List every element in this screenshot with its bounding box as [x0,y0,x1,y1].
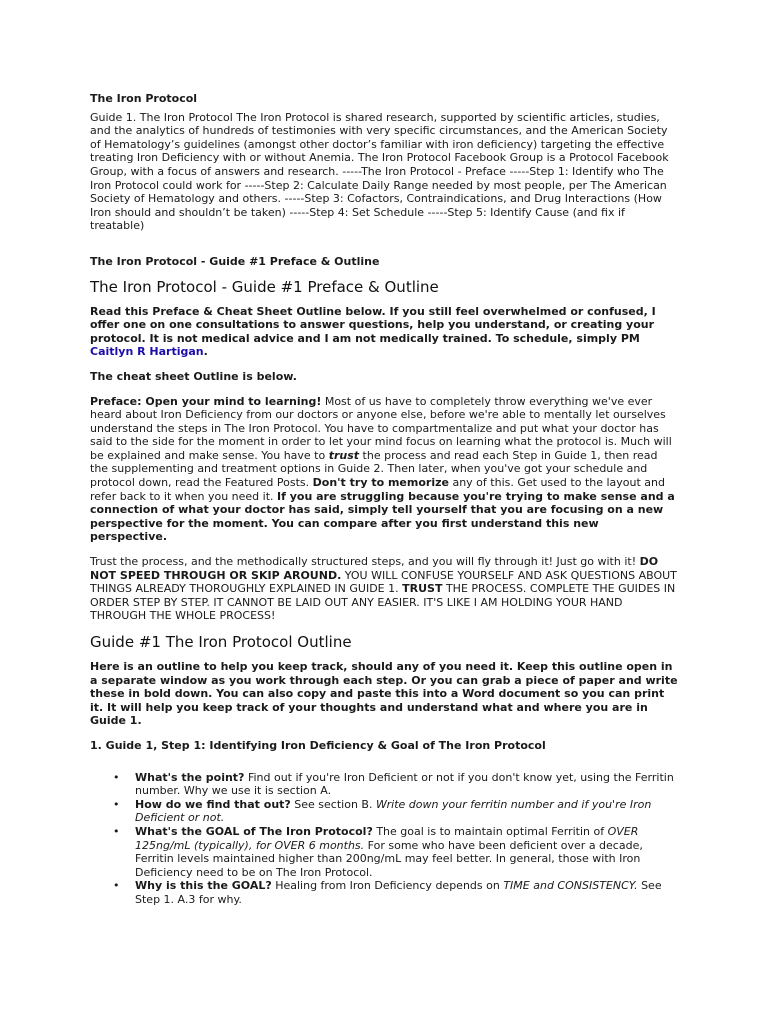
trust-text-3: THE PROCESS. COMPLETE THE GUIDES IN ORDER STEP BY STEP. IT CANNOT BE LAID OUT ANY EASIER. IT'S LIKE I AM HOLDING YOUR HAND THROUGH THE WHOLE PROCESS! [90,582,676,623]
preface-bold-3: If you are struggling because you're trying to make sense and a connection of what your doctor has said, simply tell yourself that you are focusing on a new perspective for the moment. You can compare after you first understand this new perspective. [90,489,675,544]
read-this-paragraph [90,305,678,359]
bullet-answer: The goal is to maintain optimal Ferritin of [372,824,608,838]
bullet-answer-2: See Step 1. A.3 for why. [135,879,662,906]
section-heading: The Iron Protocol - Guide #1 Preface & Outline [90,277,439,296]
preface-bold-2: Don't try to memorize [312,476,449,490]
trust-text-1: Trust the process, and the methodically structured steps, and you will fly through it! Just go with it! [90,555,640,569]
outline-bullet-list [90,771,678,907]
preface-text-3: any of this. Get used to the layout and refer back to it when you need it. [90,476,665,503]
list-item [90,825,678,879]
trust-paragraph [90,555,678,623]
bullet-glyph: • [113,797,120,811]
bullet-glyph: • [113,879,120,893]
read-this-period: . [203,345,208,359]
trust-bold-2: TRUST [402,582,443,596]
contact-link[interactable]: Caitlyn R Hartigan [90,345,204,359]
trust-bold-1: DO NOT SPEED THROUGH OR SKIP AROUND. [90,555,659,582]
bullet-glyph: • [113,824,120,838]
preface-text-2: the process and read each Step in Guide 1, then read the supplementing and treatment options in Guide 2. Then later, when you've got your schedule and protocol down, read the Featured Posts. [90,448,658,490]
cheat-sheet-line: The cheat sheet Outline is below. [90,369,297,383]
document-page [90,92,678,907]
preface-trust: trust [328,448,360,462]
doc-title: The Iron Protocol [90,92,198,105]
trust-text-2: YOU WILL CONFUSE YOURSELF AND ASK QUESTIONS ABOUT THINGS ALREADY THOROUGHLY EXPLAINED IN GUIDE 1. [90,568,677,596]
section-label: The Iron Protocol - Guide #1 Preface & Outline [90,254,380,268]
bullet-answer-italic: OVER 125ng/mL (typically), for OVER 6 months. [135,824,639,852]
list-item [90,771,678,798]
bullet-answer: See section B. [290,797,376,811]
bullet-answer-italic: TIME and CONSISTENCY. [503,879,638,893]
bullet-question: What's the point? [135,770,245,784]
bullet-answer: Find out if you're Iron Deficient or not if you don't know yet, using the Ferritin number. Why we use it is section A. [135,770,674,798]
read-this-text: Read this Preface & Cheat Sheet Outline below. If you still feel overwhelmed or confused, I offer one on one consultations to answer questions, help you understand, or creating your protocol. It is not medical advice and I am not medically trained. To schedule, simply PM [90,304,656,345]
bullet-question: How do we find that out? [135,797,291,811]
list-item [90,879,678,906]
bullet-answer-2: For some who have been deficient over a decade, Ferritin levels maintained higher than 200ng/mL may feel better. In general, those with Iron Deficiency need to be on The Iron Protocol. [135,838,643,879]
preface-text-1: Most of us have to completely throw everything we've ever heard about Iron Deficiency from our doctors or anyone else, before we're able to mentally let ourselves understand the steps in The Iron Protocol. You have to compartmentalize and put what your doctor has said to the side for the moment in order to let your mind focus on learning what the protocol is. Much will be explained and make sense. You have to [90,394,672,462]
outline-intro: Here is an outline to help you keep track, should any of you need it. Keep this outline open in a separate window as you work through each step. Or you can grab a piece of paper and write these in bold down. You can also copy and paste this into a Word document so you can print it. It will help you keep track of your thoughts and understand what and where you are in Guide 1. [90,660,678,728]
bullet-answer-italic: Write down your ferritin number and if you're Iron Deficient or not. [135,797,652,825]
preface-paragraph [90,395,678,545]
bullet-question: Why is this the GOAL? [135,879,272,893]
preface-bold: Preface: Open your mind to learning! [90,394,322,408]
bullet-glyph: • [113,770,120,784]
bullet-answer: Healing from Iron Deficiency depends on [271,879,504,893]
doc-intro: Guide 1. The Iron Protocol The Iron Protocol is shared research, supported by scientific articles, studies, and the analytics of hundreds of testimonies with very specific circumstances, and the American Society of Hematology’s guidelines (amongst other doctor’s familiar with iron deficiency) targeting the effective treating Iron Deficiency with or without Anemia. The Iron Protocol Facebook Group is a Protocol Facebook Group, with a focus of answers and research. -----The Iron Protocol - Preface -----Step 1: Identify who The Iron Protocol could work for -----Step 2: Calculate Daily Range needed by most people, per The American Society of Hematology and others. -----Step 3: Cofactors, Contraindications, and Drug Interactions (How Iron should and shouldn’t be taken) -----Step 4: Set Schedule -----Step 5: Identify Cause (and fix if treatable) [90,110,669,233]
list-item [90,798,678,825]
bullet-question: What's the GOAL of The Iron Protocol? [135,824,373,838]
step1-heading: 1. Guide 1, Step 1: Identifying Iron Deficiency & Goal of The Iron Protocol [90,738,546,752]
outline-heading: Guide #1 The Iron Protocol Outline [90,633,352,651]
